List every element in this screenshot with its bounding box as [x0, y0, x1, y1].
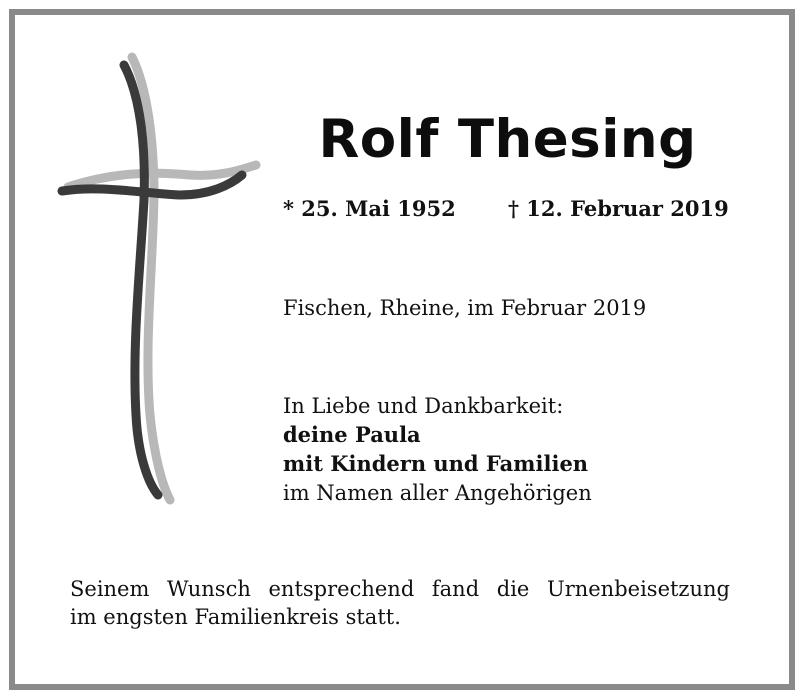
- mourner-relatives: im Namen aller Angehörigen: [283, 481, 592, 505]
- burial-notice-line-2: im engsten Familienkreis statt.: [70, 605, 401, 629]
- burial-notice: [70, 575, 730, 631]
- death-date: † 12. Februar 2019: [508, 196, 729, 221]
- deceased-name: Rolf Thesing: [318, 109, 697, 170]
- cross-icon: [50, 45, 280, 515]
- birth-date: * 25. Mai 1952: [283, 196, 456, 221]
- mourners-intro: In Liebe und Dankbarkeit:: [283, 394, 564, 418]
- burial-notice-line-1: Seinem Wunsch entsprechend fand die Urnenbeisetzung: [70, 577, 730, 601]
- mourner-spouse: deine Paula: [283, 422, 421, 447]
- mourner-family: mit Kindern und Familien: [283, 451, 589, 476]
- place-date: Fischen, Rheine, im Februar 2019: [283, 296, 647, 320]
